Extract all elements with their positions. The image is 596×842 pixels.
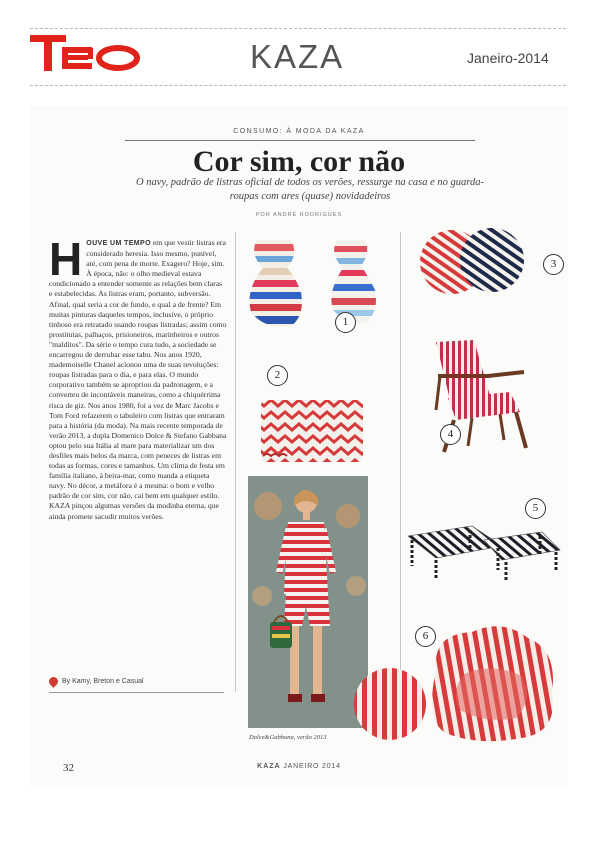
item-number-3: 3 — [543, 254, 564, 275]
item-number-4: 4 — [440, 424, 461, 445]
store-credit — [49, 677, 144, 686]
runway-photo — [248, 476, 368, 728]
drop-cap: H — [49, 233, 83, 285]
lead-in: OUVE UM TEMPO — [86, 240, 151, 247]
chevron-pouf-image — [257, 396, 367, 466]
striped-lounge-chair-image — [352, 614, 564, 748]
item-number-2: 2 — [267, 365, 288, 386]
article-kicker: CONSUMO: À MODA DA KAZA — [233, 128, 365, 135]
article-subtitle: O navy, padrão de listras oficial de todos os verões, ressurge na casa e no guarda-roupas com ares (quase) novidadeiros — [136, 177, 484, 202]
photo-caption: Dolce&Gabbana, verão 2013 — [249, 734, 327, 741]
body-text: em que vestir listras era considerado heresia. Isso mesmo, punível, até, com pena de morte. Exagero? Hoje, sim. À época, não: o olho medieval estava condicionado a entender somente as relações bem claras e estabelecidas. As listras eram, portanto, subversão. Afinal, qual seria a cor de fundo, e qual a de frente? Em muitas pinturas daqueles tempos, inclusive, o próprio tinhoso era retratado usando roupas listradas; assim como prostitutas, palhaços, prisioneiros, marinheiros e outros "malditos". Da série o tempo cura tudo, a sociedade se encarregou de derrubar esse tabu. Nos anos 1920, mademoiselle Chanel acionou uma de suas revoluções: roupas listradas para o dia, e para elas. O mundo corporativo também se apropriou da padronagem, e a converteu de incontáveis maneiras, como a chiquérrima risca de giz. Nos anos 1980, foi a vez de Marc Jacobs e Tom Ford refazerem o tabuleiro com listras que entraram para a história (da moda). Na mais recente temporada de verão 2013, a dupla Domenico Dolce & Stefano Gabbana optou pelo sua Itália al mare para materializar um dos desfiles mais belos da marca, com peneces de listras em todas as formas, cores e tamanhos. Um clima de festa em família italiano, à beira-mar, como manda a etiqueta navy. No décor, a metáfora é a mesma: o bom e velho padrão de cor sim, cor não, cai bem em qualquer estilo. KAZA pinçou algumas versões da modinha eterna, que ainda promete sacudir muitos verões. — [49, 238, 227, 521]
striped-plates-image — [414, 222, 534, 302]
magazine-page — [30, 106, 568, 788]
item-number-5: 5 — [525, 498, 546, 519]
item-number-1: 1 — [335, 312, 356, 333]
magazine-title: KAZA — [250, 38, 345, 75]
teo-logo[interactable] — [30, 35, 140, 80]
article-byline: POR ANDRÉ RODRIGUES — [255, 212, 343, 218]
striped-vases-image — [243, 234, 385, 334]
location-pin-icon — [47, 675, 60, 688]
page-number: 32 — [63, 762, 74, 774]
issue-date: Janeiro-2014 — [467, 50, 549, 66]
article-body — [49, 233, 227, 522]
article-title: Cor sim, cor não — [192, 145, 406, 178]
credit-rule — [49, 692, 224, 693]
column-rule-1 — [235, 232, 236, 692]
teo-logo-mark — [30, 35, 140, 75]
folio-magazine — [30, 763, 568, 770]
folio-magazine-name: KAZA — [257, 763, 281, 770]
folio-issue: JANEIRO 2014 — [283, 763, 341, 770]
kicker-rule — [125, 140, 475, 141]
store-credit-text: By Kamy, Breton e Casual — [62, 678, 144, 685]
header-bottom-rule — [30, 85, 566, 86]
item-number-6: 6 — [415, 626, 436, 647]
header-top-rule — [30, 28, 566, 29]
striped-tables-image — [402, 518, 562, 588]
